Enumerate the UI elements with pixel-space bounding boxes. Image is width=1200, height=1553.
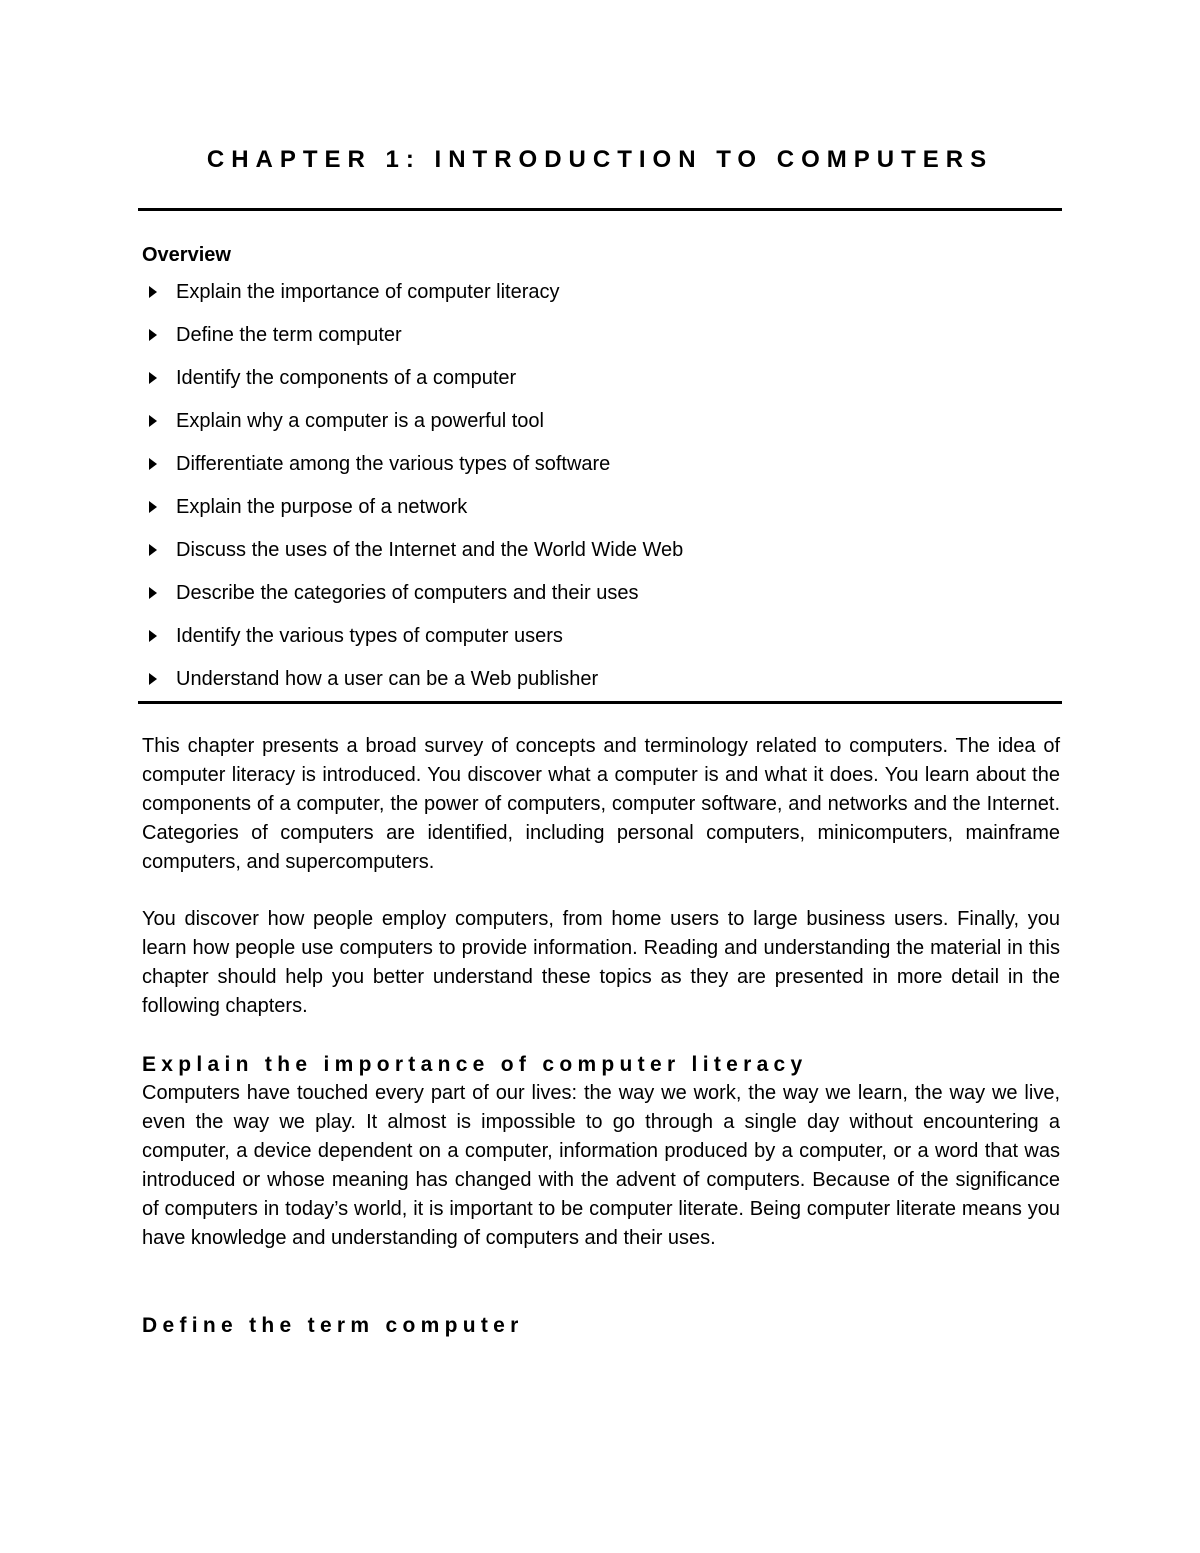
list-item [142, 485, 1042, 528]
list-item [142, 270, 1042, 313]
objective-text: Identify the components of a computer [176, 366, 517, 389]
objective-text: Define the term computer [176, 323, 402, 346]
objective-text: Understand how a user can be a Web publisher [176, 667, 599, 690]
triangle-right-icon [149, 458, 157, 470]
triangle-right-icon [149, 587, 157, 599]
objective-text: Explain the importance of computer literacy [176, 280, 560, 303]
objective-text: Describe the categories of computers and their uses [176, 581, 639, 604]
triangle-right-icon [149, 544, 157, 556]
objectives-list [142, 270, 1042, 700]
list-item [142, 614, 1042, 657]
chapter-title: CHAPTER 1: INTRODUCTION TO COMPUTERS [206, 146, 994, 173]
section-body-computer-literacy: Computers have touched every part of our lives: the way we work, the way we learn, the way we live, even the way we play. It almost is impossible to go through a single day without encountering a computer, a device dependent on a computer, information produced by a computer, or a word that was introduced or whose meaning has changed with the advent of computers. Because of the significance of computers in today’s world, it is important to be computer literate. Being computer literate means you have knowledge and understanding of computers and their uses. [142, 1082, 1060, 1249]
objective-text: Explain why a computer is a powerful tool [176, 409, 544, 432]
list-item [142, 399, 1042, 442]
list-item [142, 356, 1042, 399]
list-item [142, 313, 1042, 356]
top-divider [138, 208, 1062, 211]
intro-paragraph-2: You discover how people employ computers, from home users to large business users. Finally, you learn how people use computers to provide information. Reading and understanding the material in this chapter should help you better understand these topics as they are presented in more detail in the following chapters. [142, 908, 1060, 1017]
triangle-right-icon [149, 286, 157, 298]
list-item [142, 571, 1042, 614]
triangle-right-icon [149, 501, 157, 513]
bottom-divider [138, 701, 1062, 704]
section-heading-define-computer: Define the term computer [142, 1314, 524, 1337]
section-heading-computer-literacy: Explain the importance of computer literacy [142, 1053, 808, 1076]
triangle-right-icon [149, 673, 157, 685]
objective-text: Identify the various types of computer users [176, 624, 563, 647]
list-item [142, 442, 1042, 485]
triangle-right-icon [149, 329, 157, 341]
objective-text: Explain the purpose of a network [176, 495, 468, 518]
list-item [142, 528, 1042, 571]
list-item [142, 657, 1042, 700]
triangle-right-icon [149, 415, 157, 427]
overview-heading: Overview [142, 244, 231, 266]
triangle-right-icon [149, 630, 157, 642]
triangle-right-icon [149, 372, 157, 384]
objective-text: Differentiate among the various types of software [176, 452, 611, 475]
objective-text: Discuss the uses of the Internet and the World Wide Web [176, 538, 684, 561]
intro-paragraph-1: This chapter presents a broad survey of concepts and terminology related to computers. The idea of computer literacy is introduced. You discover what a computer is and what it does. You learn about the components of a computer, the power of computers, computer software, and networks and the Internet. Categories of computers are identified, including personal computers, minicomputers, mainframe computers, and supercomputers. [142, 735, 1060, 873]
